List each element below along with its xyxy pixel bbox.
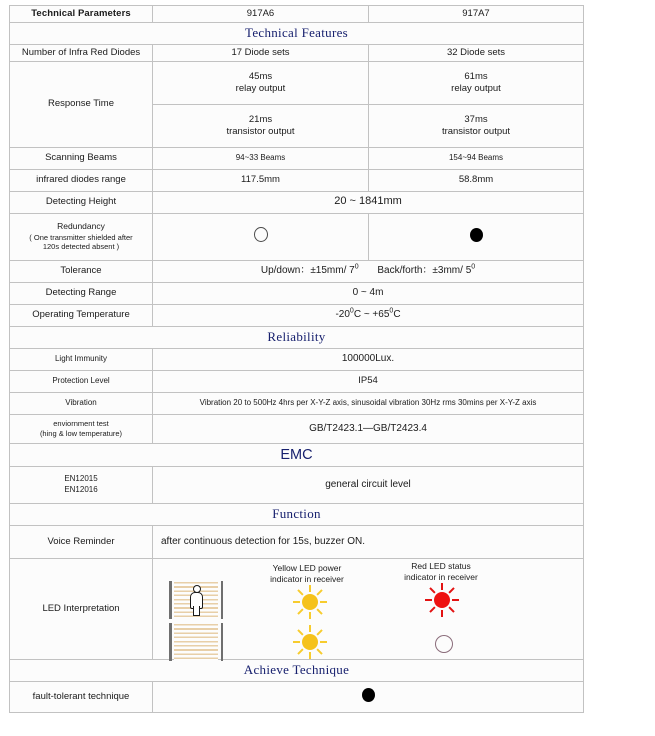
led-core xyxy=(434,592,450,608)
row-label-protection-level: Protection Level xyxy=(10,370,153,392)
response-transistor-value-1: 21ms xyxy=(248,113,273,125)
table-row-operating-temperature xyxy=(10,304,584,326)
section-row-technical-features xyxy=(10,22,584,44)
row-value-operating-temperature xyxy=(153,304,584,326)
environment-test-label-line2: (hing & low temperature) xyxy=(39,428,123,438)
section-label-technical-features: Technical Features xyxy=(244,25,349,41)
row-value-voice-reminder: after continuous detection for 15s, buzzer ON. xyxy=(153,525,584,558)
led-core xyxy=(302,634,318,650)
row-value-response-transistor-917A6 xyxy=(153,104,369,147)
table-row-diodes-range xyxy=(10,169,584,191)
section-row-achieve-technique xyxy=(10,659,584,681)
table-row-environment-test xyxy=(10,414,584,443)
row-value-fault-tolerant xyxy=(153,681,584,712)
doorway-person-blocking-beams-icon xyxy=(169,581,223,619)
doorway-clear-beams-icon xyxy=(169,623,223,661)
section-label-achieve-technique: Achieve Technique xyxy=(243,662,350,678)
row-value-protection-level: IP54 xyxy=(153,370,584,392)
section-bar-emc xyxy=(10,443,584,466)
led-caption-red-line1: Red LED status xyxy=(411,560,471,571)
response-relay-value-2: 61ms xyxy=(464,70,488,82)
tolerance-backforth-value: ±3mm/ 5 xyxy=(432,265,472,276)
red-led-off-icon xyxy=(427,627,461,661)
person-legs xyxy=(193,606,200,616)
row-label-en-standard xyxy=(10,466,153,503)
led-caption-yellow-line1: Yellow LED power xyxy=(272,562,342,573)
row-label-redundancy xyxy=(10,213,153,260)
row-label-fault-tolerant: fault-tolerant technique xyxy=(10,681,153,712)
door-post-left-clear xyxy=(169,623,172,661)
led-caption-yellow xyxy=(247,563,367,584)
led-core-off xyxy=(435,635,453,653)
table-row-fault-tolerant xyxy=(10,681,584,712)
row-label-light-immunity: Light Immunity xyxy=(10,348,153,370)
filled-circle-icon-fault-tolerant xyxy=(362,688,375,702)
technical-parameters-table xyxy=(9,5,584,713)
table-row-led-interpretation xyxy=(10,558,584,659)
environment-test-label-line1: enviornment test xyxy=(53,419,109,428)
table-row-detecting-height xyxy=(10,191,584,213)
table-header-row xyxy=(10,6,584,23)
tolerance-updown-value: ±15mm/ 7 xyxy=(310,265,355,276)
table-row-light-immunity xyxy=(10,348,584,370)
section-label-emc: EMC xyxy=(280,446,313,463)
row-value-diodes-range-917A6: 117.5mm xyxy=(153,169,369,191)
section-row-emc xyxy=(10,443,584,466)
row-label-environment-test xyxy=(10,414,153,443)
op-temp-mid: C ~ +65 xyxy=(353,309,390,320)
section-label-function: Function xyxy=(272,506,321,522)
section-bar-function xyxy=(10,503,584,525)
row-value-diodes-range-917A7: 58.8mm xyxy=(369,169,584,191)
table-row-en-standard xyxy=(10,466,584,503)
row-value-led-interpretation xyxy=(153,558,584,659)
table-row-scanning-beams xyxy=(10,147,584,169)
tolerance-updown-degree: 0 xyxy=(354,263,359,271)
en-standard-line1: EN12015 xyxy=(64,474,98,484)
table-row-protection-level xyxy=(10,370,584,392)
row-value-scanning-beams-917A7: 154~94 Beams xyxy=(369,147,584,169)
op-temp-degree-high: 0 xyxy=(389,307,394,315)
open-circle-icon xyxy=(254,227,268,242)
header-parameters: Technical Parameters xyxy=(10,6,153,23)
section-row-reliability xyxy=(10,326,584,348)
row-value-diodes-917A7: 32 Diode sets xyxy=(369,44,584,61)
row-label-voice-reminder: Voice Reminder xyxy=(10,525,153,558)
row-value-redundancy-917A7 xyxy=(369,213,584,260)
filled-circle-icon xyxy=(470,228,483,242)
response-transistor-unit-2: transistor output xyxy=(441,125,511,137)
led-caption-red xyxy=(381,561,501,582)
section-bar-reliability xyxy=(10,326,584,348)
row-value-tolerance xyxy=(153,260,584,282)
section-bar-achieve-technique xyxy=(10,659,584,681)
door-post-right xyxy=(221,581,224,619)
redundancy-label-line3: 120s detected absent ) xyxy=(42,242,120,252)
row-value-scanning-beams-917A6: 94~33 Beams xyxy=(153,147,369,169)
redundancy-label-line1: Redundancy xyxy=(57,221,105,232)
row-value-response-transistor-917A7 xyxy=(369,104,584,147)
door-post-right-clear xyxy=(221,623,224,661)
table-row-response-time-relay xyxy=(10,61,584,104)
header-model-917A7: 917A7 xyxy=(369,6,584,23)
op-temp-low: -20 xyxy=(335,309,350,320)
led-diagram xyxy=(153,559,583,659)
row-label-detecting-range: Detecting Range xyxy=(10,282,153,304)
row-label-detecting-height: Detecting Height xyxy=(10,191,153,213)
row-label-operating-temperature: Operating Temperature xyxy=(10,304,153,326)
tolerance-backforth-degree: 0 xyxy=(471,263,476,271)
infrared-beams-clear xyxy=(174,624,218,660)
yellow-led-on-icon xyxy=(293,585,327,619)
redundancy-label-line2: ( One transmitter shielded after xyxy=(29,232,133,242)
tolerance-updown-label: Up/down： xyxy=(260,265,311,276)
door-post-left xyxy=(169,581,172,619)
row-value-response-relay-917A6 xyxy=(153,61,369,104)
row-label-vibration: Vibration xyxy=(10,392,153,414)
yellow-led-on-icon-2 xyxy=(293,625,327,659)
en-standard-line2: EN12016 xyxy=(64,484,98,494)
row-label-tolerance: Tolerance xyxy=(10,260,153,282)
row-label-led-interpretation: LED Interpretation xyxy=(10,558,153,659)
section-row-function xyxy=(10,503,584,525)
row-value-response-relay-917A7 xyxy=(369,61,584,104)
table-row-diodes xyxy=(10,44,584,61)
row-label-response-time: Response Time xyxy=(10,61,153,147)
response-transistor-value-2: 37ms xyxy=(464,113,488,125)
response-relay-unit-2: relay output xyxy=(451,82,501,94)
response-transistor-unit-1: transistor output xyxy=(226,125,295,137)
row-value-detecting-height: 20 ~ 1841mm xyxy=(153,191,584,213)
row-value-vibration: Vibration 20 to 500Hz 4hrs per X-Y-Z axis, sinusoidal vibration 30Hz rms 30mins per X-Y-Z axis xyxy=(153,392,584,414)
table-row-vibration xyxy=(10,392,584,414)
led-core xyxy=(302,594,318,610)
response-relay-value-1: 45ms xyxy=(248,70,273,82)
led-caption-yellow-line2: indicator in receiver xyxy=(270,573,344,584)
section-label-reliability: Reliability xyxy=(267,329,326,345)
response-relay-unit-1: relay output xyxy=(235,82,286,94)
row-label-diodes-range: infrared diodes range xyxy=(10,169,153,191)
row-value-detecting-range: 0 ~ 4m xyxy=(153,282,584,304)
table-row-tolerance xyxy=(10,260,584,282)
led-caption-red-line2: indicator in receiver xyxy=(404,571,478,582)
table-row-detecting-range xyxy=(10,282,584,304)
person-icon xyxy=(190,585,201,615)
op-temp-unit: C xyxy=(393,309,401,320)
row-label-scanning-beams: Scanning Beams xyxy=(10,147,153,169)
row-value-redundancy-917A6 xyxy=(153,213,369,260)
row-value-en-standard: general circuit level xyxy=(153,466,584,503)
table-row-voice-reminder xyxy=(10,525,584,558)
table-row-redundancy xyxy=(10,213,584,260)
door-frame xyxy=(169,581,223,619)
row-value-light-immunity: 100000Lux. xyxy=(153,348,584,370)
row-value-environment-test: GB/T2423.1—GB/T2423.4 xyxy=(153,414,584,443)
section-bar-technical-features xyxy=(10,22,584,44)
tolerance-backforth-label: Back/forth： xyxy=(377,265,433,276)
door-frame-clear xyxy=(169,623,223,661)
row-label-diodes: Number of Infra Red Diodes xyxy=(10,44,153,61)
header-model-917A6: 917A6 xyxy=(153,6,369,23)
red-led-on-icon xyxy=(425,583,459,617)
op-temp-degree-low: 0 xyxy=(349,307,354,315)
row-value-diodes-917A6: 17 Diode sets xyxy=(153,44,369,61)
